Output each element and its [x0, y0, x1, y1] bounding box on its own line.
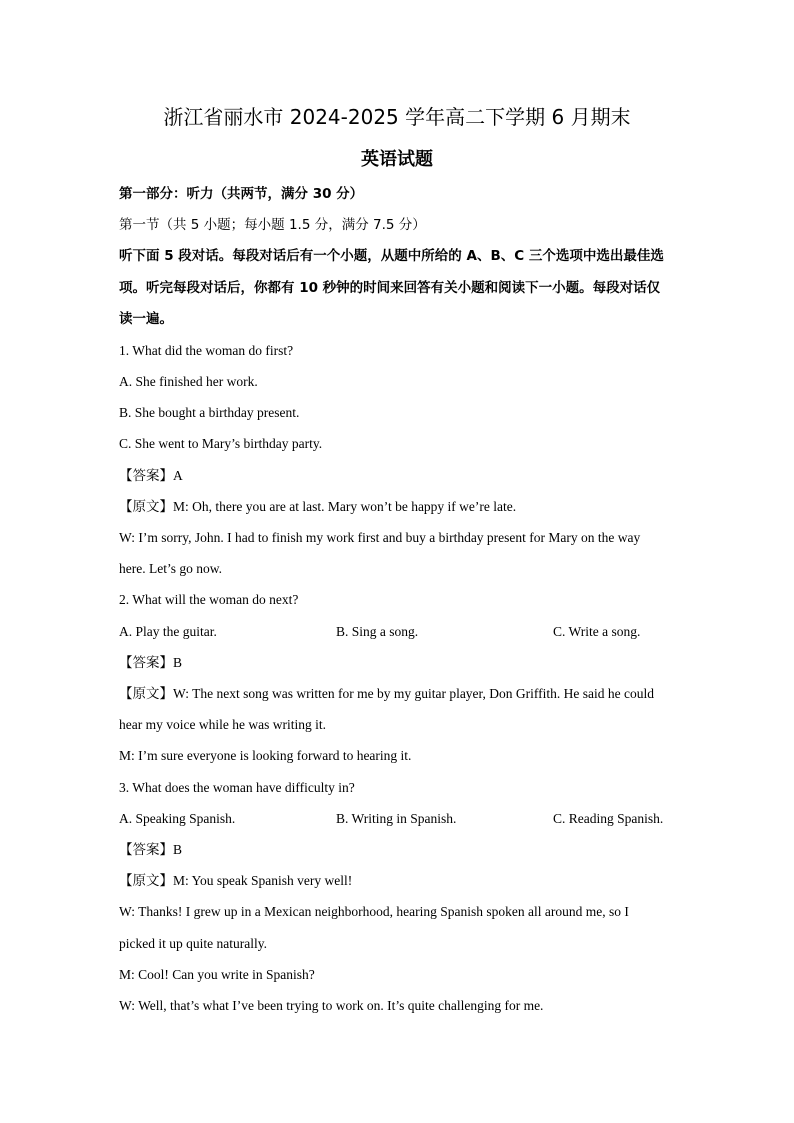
question-2-transcript-line: M: I’m sure everyone is looking forward to hearing it. [119, 748, 412, 763]
question-2-option-a: A. Play the guitar. [119, 624, 217, 639]
question-1-transcript-line: 【原文】M: Oh, there you are at last. Mary won’t be happy if we’re late. [119, 499, 517, 514]
question-3-transcript-line: picked it up quite naturally. [119, 936, 267, 951]
question-3-transcript-line: W: Thanks! I grew up in a Mexican neighborhood, hearing Spanish spoken all around me, so I [119, 904, 629, 919]
section-subpart-heading: 第一节（共 5 小题；每小题 1.5 分，满分 7.5 分） [119, 217, 426, 233]
question-2-answer: 【答案】B [119, 655, 183, 670]
question-2-option-c: C. Write a song. [553, 624, 641, 639]
question-1-option-c: C. She went to Mary’s birthday party. [119, 436, 323, 451]
instruction-line-2: 项。听完每段对话后，你都有 10 秒钟的时间来回答有关小题和阅读下一小题。每段对话仅 [119, 280, 661, 296]
question-3-answer: 【答案】B [119, 842, 183, 857]
question-3-option-b: B. Writing in Spanish. [336, 811, 457, 826]
question-1-answer: 【答案】A [119, 468, 183, 483]
question-3-stem: 3. What does the woman have difficulty in? [119, 780, 355, 795]
question-2-stem: 2. What will the woman do next? [119, 592, 299, 607]
question-1-stem: 1. What did the woman do first? [119, 343, 294, 358]
question-3-transcript-line: 【原文】M: You speak Spanish very well! [119, 873, 353, 888]
instruction-line-1: 听下面 5 段对话。每段对话后有一个小题，从题中所给的 A、B、C 三个选项中选出最佳选 [119, 248, 664, 264]
question-1-option-a: A. She finished her work. [119, 374, 258, 389]
question-2-transcript-line: hear my voice while he was writing it. [119, 717, 326, 732]
question-2-option-b: B. Sing a song. [336, 624, 419, 639]
question-3-transcript-line: M: Cool! Can you write in Spanish? [119, 967, 315, 982]
question-3-option-c: C. Reading Spanish. [553, 811, 664, 826]
page-subtitle: 英语试题 [361, 149, 433, 170]
instruction-line-3: 读一遍。 [119, 311, 173, 327]
question-3-option-a: A. Speaking Spanish. [119, 811, 236, 826]
question-3-transcript-line: W: Well, that’s what I’ve been trying to work on. It’s quite challenging for me. [119, 998, 544, 1013]
section-part-heading: 第一部分：听力（共两节，满分 30 分） [119, 186, 364, 202]
question-1-transcript-line: W: I’m sorry, John. I had to finish my work first and buy a birthday present for Mary on the way [119, 530, 641, 545]
page-title: 浙江省丽水市 2024-2025 学年高二下学期 6 月期末 [163, 105, 631, 129]
question-2-transcript-line: 【原文】W: The next song was written for me by my guitar player, Don Griffith. He said he could [119, 686, 654, 701]
question-1-transcript-line: here. Let’s go now. [119, 561, 222, 576]
question-1-option-b: B. She bought a birthday present. [119, 405, 300, 420]
